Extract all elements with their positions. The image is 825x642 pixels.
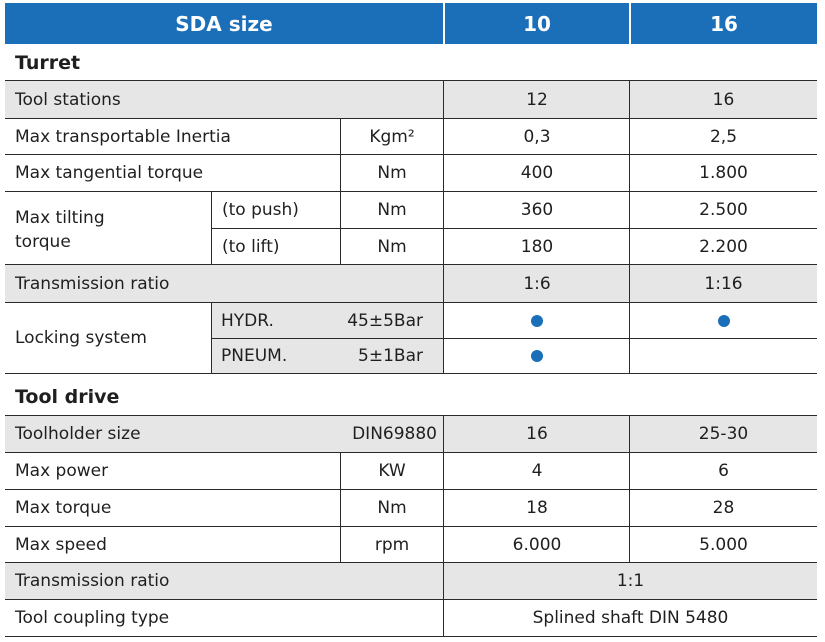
- tool-stations-16: 16: [712, 89, 735, 110]
- locking-pneum-pressure: 5±1Bar: [358, 346, 423, 366]
- tool-stations-10: 12: [526, 89, 548, 110]
- tilting-lift-unit: Nm: [377, 236, 407, 257]
- divider: [340, 119, 341, 264]
- locking-label: Locking system: [15, 328, 147, 348]
- transmission-10: 1:6: [523, 273, 551, 294]
- divider: [5, 373, 817, 374]
- section-title-turret: Turret: [15, 52, 81, 74]
- speed-16: 5.000: [699, 534, 748, 555]
- tilting-push-unit: Nm: [377, 200, 407, 220]
- section-title-tool-drive: Tool drive: [15, 386, 120, 408]
- tangential-16: 1.800: [699, 163, 748, 183]
- tilting-lift-16: 2.200: [699, 236, 748, 257]
- tilting-label-line2: torque: [15, 232, 71, 252]
- transmission-label: Transmission ratio: [15, 273, 170, 294]
- tilting-push-sub: (to push): [222, 200, 299, 220]
- locking-hydr-type: HYDR.: [221, 310, 274, 331]
- inertia-16: 2,5: [709, 126, 738, 147]
- torque-10: 18: [526, 498, 548, 518]
- power-unit: KW: [378, 461, 406, 481]
- tilting-lift-10: 180: [520, 236, 554, 257]
- locking-hydr-pressure: 45±5Bar: [347, 310, 423, 331]
- transmission-16: 1:16: [704, 273, 743, 294]
- locking-hydr-16: [630, 303, 817, 338]
- torque-16: 28: [712, 498, 735, 518]
- torque-unit: Nm: [377, 498, 407, 518]
- power-10: 4: [531, 461, 543, 481]
- coupling-label: Tool coupling type: [15, 608, 170, 628]
- bullet-icon: [531, 315, 543, 327]
- locking-pneum-type: PNEUM.: [221, 346, 288, 366]
- toolholder-unit: DIN69880: [352, 424, 437, 444]
- header-size-16: 16: [631, 3, 817, 44]
- locking-pneum-10: [444, 339, 630, 373]
- speed-label: Max speed: [15, 534, 107, 555]
- inertia-10: 0,3: [523, 126, 551, 147]
- divider: [340, 453, 341, 563]
- header-size-10: 10: [445, 3, 629, 44]
- tilting-lift-sub: (to lift): [222, 236, 280, 257]
- toolholder-label: Toolholder size: [15, 424, 141, 444]
- inertia-unit: Kgm²: [369, 126, 415, 147]
- tilting-label: [15, 206, 205, 252]
- locking-pneum-16: [630, 339, 817, 373]
- divider: [211, 192, 212, 264]
- tangential-label: Max tangential torque: [15, 163, 204, 183]
- speed-unit: rpm: [374, 534, 410, 555]
- tilting-push-16: 2.500: [699, 200, 748, 220]
- tool-stations-label: Tool stations: [15, 89, 121, 110]
- td-transmission-value: 1:1: [616, 571, 645, 591]
- bullet-icon: [531, 350, 543, 362]
- speed-10: 6.000: [512, 534, 562, 555]
- torque-label: Max torque: [15, 498, 112, 518]
- divider: [629, 416, 630, 563]
- bullet-icon: [718, 315, 730, 327]
- power-label: Max power: [15, 461, 109, 481]
- tilting-push-10: 360: [520, 200, 554, 220]
- divider: [5, 636, 817, 637]
- tangential-10: 400: [520, 163, 554, 183]
- divider: [443, 81, 444, 373]
- inertia-label: Max transportable Inertia: [15, 126, 231, 147]
- divider: [443, 416, 444, 636]
- locking-hydr-10: [444, 303, 630, 338]
- tangential-unit: Nm: [377, 163, 407, 183]
- coupling-value: Splined shaft DIN 5480: [532, 608, 729, 628]
- toolholder-16: 25-30: [698, 424, 749, 444]
- header-label-cell: SDA size: [5, 3, 443, 44]
- toolholder-10: 16: [526, 424, 548, 444]
- td-transmission-label: Transmission ratio: [15, 571, 170, 591]
- divider: [629, 81, 630, 373]
- tilting-label-line1: Max tilting: [15, 208, 105, 228]
- divider: [211, 303, 212, 373]
- power-16: 6: [718, 461, 729, 481]
